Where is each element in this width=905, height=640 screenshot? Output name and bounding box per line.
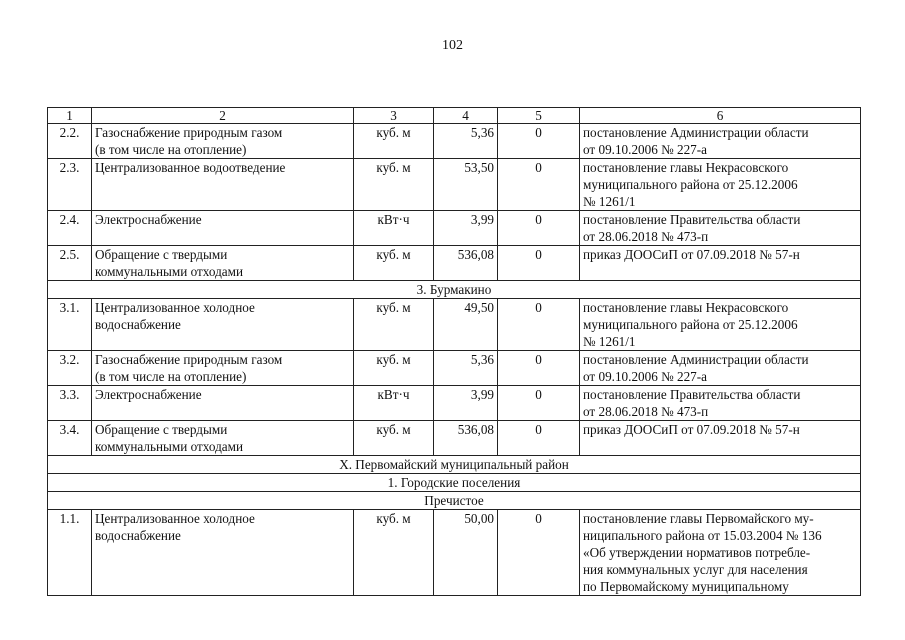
service-name: Централизованное холодное водоснабжение	[92, 510, 354, 596]
unit: куб. м	[354, 510, 434, 596]
column-5-value: 0	[498, 159, 580, 211]
row-number: 3.4.	[48, 421, 92, 456]
service-name: Обращение с твердыми коммунальными отходами	[92, 246, 354, 281]
norm-value: 49,50	[434, 299, 498, 351]
column-5-value: 0	[498, 299, 580, 351]
service-name: Обращение с твердыми коммунальными отходами	[92, 421, 354, 456]
row-number: 2.5.	[48, 246, 92, 281]
header-cell: 2	[92, 108, 354, 124]
section-row	[48, 281, 861, 299]
row-number: 3.3.	[48, 386, 92, 421]
service-name: Централизованное водоотведение	[92, 159, 354, 211]
tariff-table	[47, 107, 861, 596]
legal-document: постановление главы Некрасовского муниципального района от 25.12.2006 № 1261/1	[580, 299, 861, 351]
column-5-value: 0	[498, 351, 580, 386]
norm-value: 53,50	[434, 159, 498, 211]
legal-document: постановление главы Первомайского му- ниципального района от 15.03.2004 № 136 «Об утверждении нормативов потребле- ния коммунальных услуг для населения по Первомайскому муниципальному	[580, 510, 861, 596]
unit: кВт·ч	[354, 211, 434, 246]
header-cell: 3	[354, 108, 434, 124]
table-row	[48, 421, 861, 456]
column-5-value: 0	[498, 421, 580, 456]
service-name: Газоснабжение природным газом (в том числе на отопление)	[92, 124, 354, 159]
column-5-value: 0	[498, 386, 580, 421]
norm-value: 3,99	[434, 386, 498, 421]
row-number: 2.4.	[48, 211, 92, 246]
row-number: 3.1.	[48, 299, 92, 351]
norm-value: 50,00	[434, 510, 498, 596]
table-header-row	[48, 108, 861, 124]
table-row	[48, 351, 861, 386]
header-cell: 1	[48, 108, 92, 124]
column-5-value: 0	[498, 211, 580, 246]
legal-document: приказ ДООСиП от 07.09.2018 № 57-н	[580, 421, 861, 456]
unit: куб. м	[354, 421, 434, 456]
row-number: 2.3.	[48, 159, 92, 211]
header-cell: 4	[434, 108, 498, 124]
table-row	[48, 211, 861, 246]
column-5-value: 0	[498, 246, 580, 281]
section-row	[48, 492, 861, 510]
norm-value: 5,36	[434, 351, 498, 386]
page-number: 102	[442, 38, 463, 53]
legal-document: постановление Администрации области от 09.10.2006 № 227-а	[580, 351, 861, 386]
section-title: X. Первомайский муниципальный район	[48, 456, 861, 474]
section-title: 3. Бурмакино	[48, 281, 861, 299]
table-row	[48, 124, 861, 159]
service-name: Газоснабжение природным газом (в том числе на отопление)	[92, 351, 354, 386]
table-row	[48, 246, 861, 281]
section-row	[48, 474, 861, 492]
row-number: 2.2.	[48, 124, 92, 159]
legal-document: приказ ДООСиП от 07.09.2018 № 57-н	[580, 246, 861, 281]
unit: куб. м	[354, 299, 434, 351]
header-cell: 6	[580, 108, 861, 124]
row-number: 1.1.	[48, 510, 92, 596]
norm-value: 5,36	[434, 124, 498, 159]
header-cell: 5	[498, 108, 580, 124]
norm-value: 536,08	[434, 421, 498, 456]
table-row	[48, 386, 861, 421]
unit: куб. м	[354, 124, 434, 159]
norm-value: 3,99	[434, 211, 498, 246]
column-5-value: 0	[498, 124, 580, 159]
section-title: Пречистое	[48, 492, 861, 510]
row-number: 3.2.	[48, 351, 92, 386]
service-name: Централизованное холодное водоснабжение	[92, 299, 354, 351]
unit: куб. м	[354, 351, 434, 386]
table-row	[48, 510, 861, 596]
unit: куб. м	[354, 159, 434, 211]
table-row	[48, 159, 861, 211]
legal-document: постановление Администрации области от 09.10.2006 № 227-а	[580, 124, 861, 159]
service-name: Электроснабжение	[92, 211, 354, 246]
section-title: 1. Городские поселения	[48, 474, 861, 492]
norm-value: 536,08	[434, 246, 498, 281]
legal-document: постановление Правительства области от 28.06.2018 № 473-п	[580, 386, 861, 421]
table-row	[48, 299, 861, 351]
column-5-value: 0	[498, 510, 580, 596]
unit: куб. м	[354, 246, 434, 281]
service-name: Электроснабжение	[92, 386, 354, 421]
unit: кВт·ч	[354, 386, 434, 421]
legal-document: постановление Правительства области от 28.06.2018 № 473-п	[580, 211, 861, 246]
legal-document: постановление главы Некрасовского муниципального района от 25.12.2006 № 1261/1	[580, 159, 861, 211]
section-row	[48, 456, 861, 474]
